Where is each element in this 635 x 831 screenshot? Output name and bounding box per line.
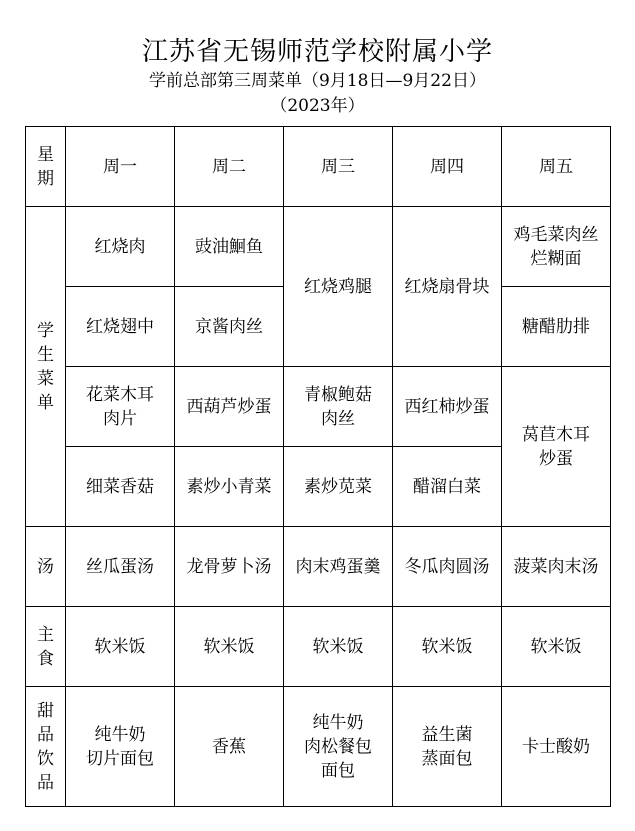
- soup-row: [26, 527, 611, 607]
- dish-cell: 素炒小青菜: [175, 447, 284, 527]
- dish-cell: 花菜木耳 肉片: [66, 367, 175, 447]
- weekly-menu-table: [25, 126, 611, 807]
- day-header-mon: 周一: [66, 127, 175, 207]
- dish-cell: 细菜香菇: [66, 447, 175, 527]
- header-row: [26, 127, 611, 207]
- dessert-row: [26, 687, 611, 807]
- day-header-fri: 周五: [502, 127, 611, 207]
- student-dish-row-3: [26, 367, 611, 447]
- weekday-header-cell: [26, 127, 66, 207]
- staple-cell: 软米饭: [66, 607, 175, 687]
- dish-cell: 京酱肉丝: [175, 287, 284, 367]
- menu-year: （2023年）: [270, 96, 365, 116]
- dish-cell: 红烧肉: [66, 207, 175, 287]
- dessert-label-cell: [26, 687, 66, 807]
- dish-cell: 红烧扇骨块: [393, 207, 502, 367]
- menu-subtitle: 学前总部第三周菜单（9月18日—9月22日）: [149, 71, 486, 91]
- day-header-thu: 周四: [393, 127, 502, 207]
- student-dish-row-1: [26, 207, 611, 287]
- dessert-cell: 纯牛奶 切片面包: [66, 687, 175, 807]
- day-header-wed: 周三: [284, 127, 393, 207]
- dish-cell: 西葫芦炒蛋: [175, 367, 284, 447]
- dessert-cell: 纯牛奶 肉松餐包 面包: [284, 687, 393, 807]
- dish-cell: 豉油鮰鱼: [175, 207, 284, 287]
- dish-cell: 素炒苋菜: [284, 447, 393, 527]
- dessert-cell: 益生菌 蒸面包: [393, 687, 502, 807]
- dish-cell: 西红柿炒蛋: [393, 367, 502, 447]
- staple-label: 主食: [36, 624, 54, 669]
- dessert-label: 甜品饮品: [36, 700, 54, 793]
- soup-cell: 菠菜肉末汤: [502, 527, 611, 607]
- dish-cell: 醋溜白菜: [393, 447, 502, 527]
- dish-cell: 鸡毛菜肉丝 烂糊面: [502, 207, 611, 287]
- dish-cell: 红烧鸡腿: [284, 207, 393, 367]
- staple-row: [26, 607, 611, 687]
- soup-cell: 龙骨萝卜汤: [175, 527, 284, 607]
- staple-cell: 软米饭: [393, 607, 502, 687]
- dish-cell: 糖醋肋排: [502, 287, 611, 367]
- dessert-cell: 香蕉: [175, 687, 284, 807]
- dish-cell: 莴苣木耳 炒蛋: [502, 367, 611, 527]
- staple-label-cell: [26, 607, 66, 687]
- soup-cell: 丝瓜蛋汤: [66, 527, 175, 607]
- dish-cell: 红烧翅中: [66, 287, 175, 367]
- day-header-tue: 周二: [175, 127, 284, 207]
- soup-cell: 冬瓜肉圆汤: [393, 527, 502, 607]
- dessert-cell: 卡士酸奶: [502, 687, 611, 807]
- soup-label: 汤: [36, 556, 54, 577]
- staple-cell: 软米饭: [284, 607, 393, 687]
- dish-cell: 青椒鲍菇 肉丝: [284, 367, 393, 447]
- student-menu-label: 学生菜单: [36, 320, 54, 413]
- staple-cell: 软米饭: [175, 607, 284, 687]
- soup-label-cell: [26, 527, 66, 607]
- staple-cell: 软米饭: [502, 607, 611, 687]
- soup-cell: 肉末鸡蛋羹: [284, 527, 393, 607]
- school-title: 江苏省无锡师范学校附属小学: [141, 37, 493, 67]
- weekday-header-label: 星期: [36, 144, 54, 189]
- student-menu-label-cell: [26, 207, 66, 527]
